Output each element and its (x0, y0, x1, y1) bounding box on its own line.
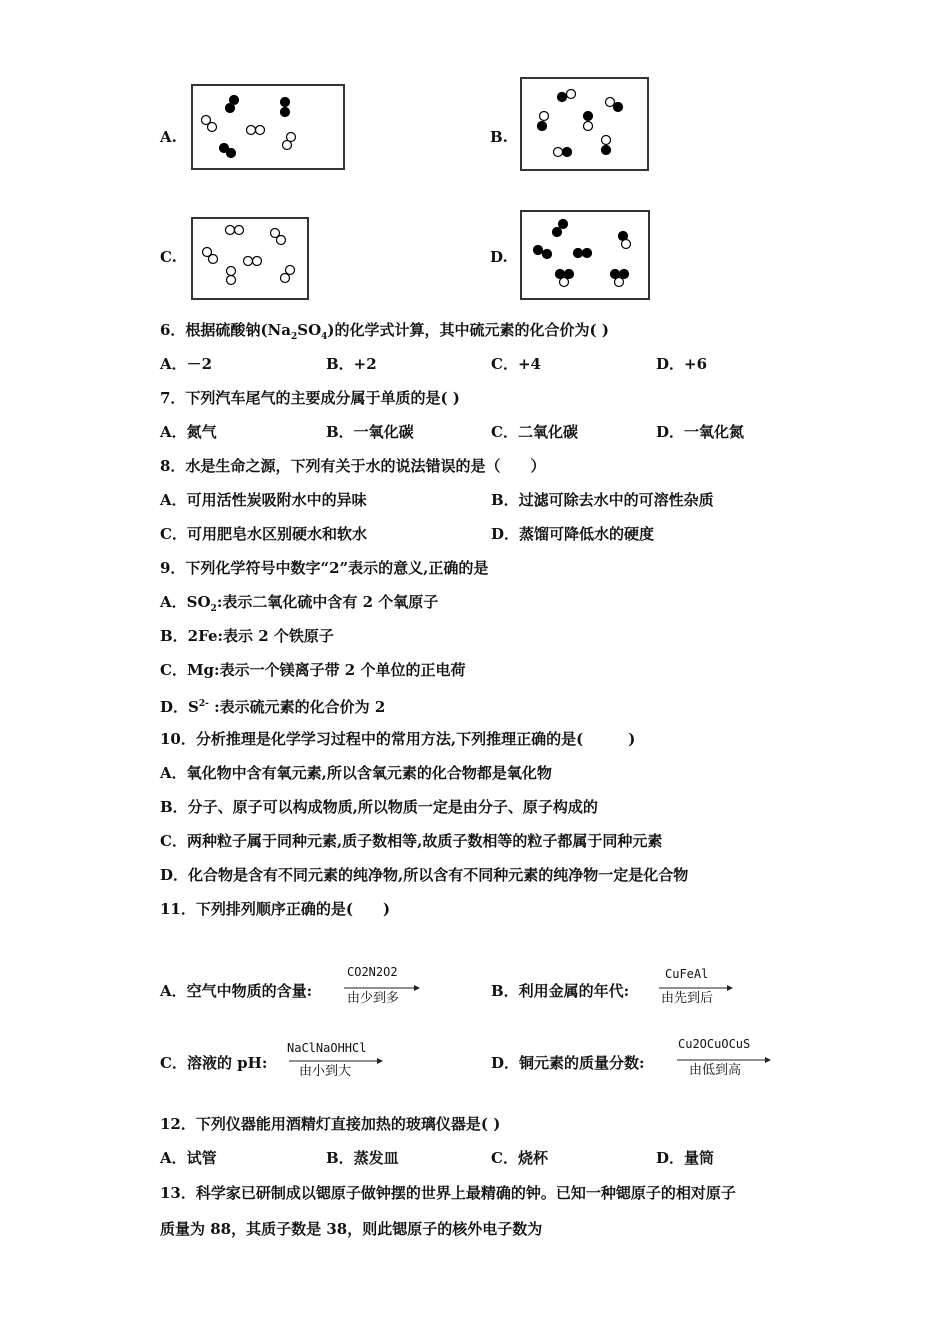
sequence-c-top: NaClNaOHHCl (287, 1041, 367, 1055)
question-8-option-c: C．可用肥皂水区别硬水和软水 (160, 525, 367, 543)
question-7-option-b: B．一氧化碳 (326, 423, 414, 441)
question-11-option-a-sequence (342, 965, 422, 1005)
question-10-option-c: C．两种粒子属于同种元素,质子数相等,故质子数相等的粒子都属于同种元素 (160, 832, 663, 850)
question-12-option-c: C．烧杯 (491, 1149, 548, 1167)
sequence-a-bottom: 由少到多 (347, 991, 400, 1006)
sequence-d-top: Cu2OCuOCuS (678, 1037, 751, 1051)
question-7-stem: 7．下列汽车尾气的主要成分属于单质的是( ) (160, 389, 460, 407)
option-d-label: D. (490, 248, 508, 266)
sequence-a-top: CO2N2O2 (347, 965, 398, 979)
question-8-option-a: A．可用活性炭吸附水中的异味 (160, 491, 367, 509)
particle-diagram-a (191, 84, 345, 170)
question-11-option-b-label: B．利用金属的年代: (491, 982, 630, 1000)
question-11-option-b-sequence (657, 967, 737, 1007)
sequence-d-bottom: 由低到高 (689, 1063, 742, 1078)
sequence-b-top: CuFeAl (665, 967, 709, 981)
particle-diagram-b (520, 77, 649, 171)
question-12-option-b: B．蒸发皿 (326, 1149, 399, 1167)
question-11-option-d-label: D．铜元素的质量分数: (491, 1054, 645, 1072)
sequence-c-bottom: 由小到大 (299, 1064, 352, 1079)
question-13-line-2: 质量为 88，其质子数是 38，则此锶原子的核外电子数为 (160, 1220, 543, 1238)
question-7-option-c: C．二氧化碳 (491, 423, 578, 441)
question-11-option-a-label: A．空气中物质的含量: (160, 982, 313, 1000)
question-8-stem: 8．水是生命之源，下列有关于水的说法错误的是（ ） (160, 457, 546, 475)
question-6-option-c: C．+4 (491, 355, 541, 373)
particle-diagram-c (191, 217, 309, 300)
particle-diagram-d (520, 210, 650, 300)
question-10-option-b: B．分子、原子可以构成物质,所以物质一定是由分子、原子构成的 (160, 798, 598, 816)
question-8-option-b: B．过滤可除去水中的可溶性杂质 (491, 491, 714, 509)
question-10-option-a: A．氧化物中含有氧元素,所以含氧元素的化合物都是氧化物 (160, 764, 552, 782)
question-7-option-d: D．一氧化氮 (656, 423, 745, 441)
question-9-option-d: D．$S^{2-}$ :表示硫元素的化合价为 2 (160, 698, 386, 716)
question-8-option-d: D．蒸馏可降低水的硬度 (491, 525, 655, 543)
sequence-b-bottom: 由先到后 (661, 991, 714, 1006)
question-6-option-b: B．+2 (326, 355, 377, 373)
question-9-option-a: A．$SO_2$:表示二氧化硫中含有 2 个氧原子 (160, 593, 439, 614)
question-11-stem: 11．下列排列顺序正确的是( ) (160, 900, 391, 918)
question-9-option-c: C．Mg:表示一个镁离子带 2 个单位的正电荷 (160, 661, 466, 679)
option-b-label: B. (490, 128, 508, 146)
question-7-option-a: A．氮气 (160, 423, 217, 441)
question-6-option-d: D．+6 (656, 355, 708, 373)
question-13-line-1: 13．科学家已研制成以锶原子做钟摆的世界上最精确的钟。已知一种锶原子的相对原子 (160, 1184, 736, 1202)
question-6-option-a: A．－2 (160, 355, 213, 373)
question-11-option-d-sequence (675, 1037, 775, 1079)
question-11-option-c-sequence (287, 1041, 387, 1081)
question-10-option-d: D．化合物是含有不同元素的纯净物,所以含有不同种元素的纯净物一定是化合物 (160, 866, 689, 884)
question-9-stem: 9．下列化学符号中数字“2”表示的意义,正确的是 (160, 559, 489, 577)
question-12-option-d: D．量筒 (656, 1149, 715, 1167)
option-a-label: A. (160, 128, 177, 146)
option-c-label: C. (160, 248, 177, 266)
question-12-option-a: A．试管 (160, 1149, 217, 1167)
question-9-option-b: B．2Fe:表示 2 个铁原子 (160, 627, 334, 645)
question-6-stem: 6．根据硫酸钠$(Na_2SO_4)$的化学式计算，其中硫元素的化合价为( ) (160, 321, 609, 342)
question-10-stem: 10．分析推理是化学学习过程中的常用方法,下列推理正确的是( ) (160, 730, 636, 748)
question-11-option-c-label: C．溶液的 pH: (160, 1054, 268, 1072)
question-12-stem: 12．下列仪器能用酒精灯直接加热的玻璃仪器是( ) (160, 1115, 501, 1133)
